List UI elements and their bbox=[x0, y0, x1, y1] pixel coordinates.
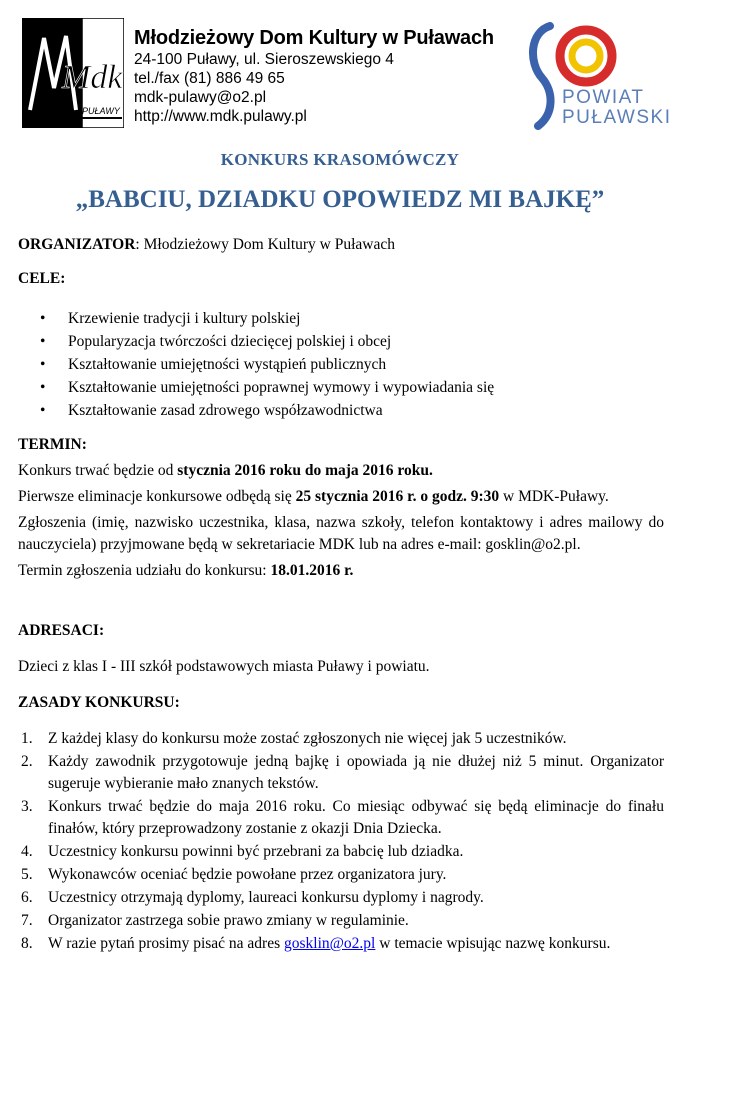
term-elim-pre: Pierwsze eliminacje konkursowe odbędą się bbox=[18, 488, 296, 505]
list-item bbox=[18, 796, 664, 840]
rule-number: 6. bbox=[21, 889, 33, 906]
term-deadline-pre: Termin zgłoszenia udziału do konkursu: bbox=[18, 562, 271, 579]
list-item bbox=[18, 887, 664, 909]
list-item bbox=[18, 377, 664, 399]
document-body bbox=[18, 234, 664, 955]
recipients-heading: ADRESACI: bbox=[18, 622, 105, 639]
term-elim-post: w MDK-Puławy. bbox=[499, 488, 609, 505]
rule-number: 7. bbox=[21, 912, 33, 929]
rule-text: Organizator zastrzega sobie prawo zmiany w regulaminie. bbox=[48, 912, 409, 929]
organizer-line bbox=[18, 234, 664, 256]
powiat-line-2: PUŁAWSKI bbox=[562, 107, 672, 128]
rule-last-pre: W razie pytań prosimy pisać na adres bbox=[48, 935, 285, 952]
rule-text: Z każdej klasy do konkursu może zostać zgłoszonych nie więcej jak 5 uczestników. bbox=[48, 730, 567, 747]
term-period bbox=[18, 460, 664, 482]
term-applications: Zgłoszenia (imię, nazwisko uczestnika, klasa, nazwa szkoły, telefon kontaktowy i adres mailowy do nauczyciela) przyjmowane będą w sekretariacie MDK lub na adres e-mail: gosklin@o2.pl. bbox=[18, 514, 664, 553]
list-item bbox=[18, 910, 664, 932]
org-name: Młodzieżowy Dom Kultury w Puławach bbox=[134, 27, 494, 49]
goal-text: Kształtowanie umiejętności wystąpień publicznych bbox=[68, 356, 387, 373]
goal-text: Krzewienie tradycji i kultury polskiej bbox=[68, 310, 301, 327]
goal-text: Kształtowanie umiejętności poprawnej wymowy i wypowiadania się bbox=[68, 379, 495, 396]
list-item bbox=[18, 400, 664, 422]
bullet-icon: • bbox=[40, 379, 46, 396]
list-item bbox=[18, 864, 664, 886]
rules-heading: ZASADY KONKURSU: bbox=[18, 694, 180, 711]
org-website: http://www.mdk.pulawy.pl bbox=[134, 108, 307, 125]
bullet-icon: • bbox=[40, 333, 46, 350]
org-phone: tel./fax (81) 886 49 65 bbox=[134, 70, 285, 87]
powiat-logo-text bbox=[562, 88, 672, 128]
list-item bbox=[18, 354, 664, 376]
rule-number: 5. bbox=[21, 866, 33, 883]
rule-text: Wykonawców oceniać będzie powołane przez organizatora jury. bbox=[48, 866, 447, 883]
rule-number: 3. bbox=[21, 798, 33, 815]
powiat-line-1: POWIAT bbox=[562, 87, 645, 108]
list-item bbox=[18, 331, 664, 353]
mdk-logo bbox=[22, 18, 124, 128]
rules-list bbox=[18, 728, 664, 955]
rule-text: Uczestnicy konkursu powinni być przebrani za babcię lub dziadka. bbox=[48, 843, 464, 860]
list-item bbox=[18, 308, 664, 330]
goal-text: Popularyzacja twórczości dziecięcej polskiej i obcej bbox=[68, 333, 392, 350]
list-item bbox=[18, 841, 664, 863]
organizer-label: ORGANIZATOR bbox=[18, 236, 136, 253]
rule-number: 8. bbox=[21, 935, 33, 952]
letterhead bbox=[0, 0, 750, 140]
goals-list bbox=[18, 308, 664, 422]
rule-number: 2. bbox=[21, 753, 33, 770]
term-period-dates: stycznia 2016 roku do maja 2016 roku. bbox=[177, 462, 433, 479]
contest-main-title: „BABCIU, DZIADKU OPOWIEDZ MI BAJKĘ” bbox=[75, 186, 605, 213]
rule-text: Konkurs trwać będzie do maja 2016 roku. Co miesiąc odbywać się będą eliminacje do finału finałów, który przeprowadzony zostanie z okazji Dnia Dziecka. bbox=[48, 798, 664, 837]
recipients-text: Dzieci z klas I - III szkół podstawowych miasta Puławy i powiatu. bbox=[18, 658, 430, 675]
term-period-pre: Konkurs trwać będzie od bbox=[18, 462, 178, 479]
rule-text: Każdy zawodnik przygotowuje jedną bajkę i opowiada ją nie dłużej niż 5 minut. Organizator sugeruje wybieranie mało znanych tekstów. bbox=[48, 753, 664, 792]
organization-info bbox=[134, 26, 494, 126]
bullet-icon: • bbox=[40, 310, 46, 327]
mdk-logo-sub: PUŁAWY bbox=[82, 106, 120, 116]
bullet-icon: • bbox=[40, 356, 46, 373]
org-address: 24-100 Puławy, ul. Sieroszewskiego 4 bbox=[134, 51, 394, 68]
rule-text: Uczestnicy otrzymają dyplomy, laureaci konkursu dyplomy i nagrody. bbox=[48, 889, 484, 906]
term-deadline-date: 18.01.2016 r. bbox=[270, 562, 354, 579]
term-first-elimination bbox=[18, 486, 664, 508]
rule-number: 4. bbox=[21, 843, 33, 860]
list-item bbox=[18, 751, 664, 795]
goals-heading: CELE: bbox=[18, 270, 66, 287]
organizer-value: : Młodzieżowy Dom Kultury w Puławach bbox=[135, 236, 396, 253]
contest-type-title: KONKURS KRASOMÓWCZY bbox=[220, 150, 460, 169]
term-deadline bbox=[18, 560, 664, 582]
list-item bbox=[18, 933, 664, 955]
list-item bbox=[18, 728, 664, 750]
term-heading: TERMIN: bbox=[18, 436, 87, 453]
bullet-icon: • bbox=[40, 402, 46, 419]
mdk-logo-text: Mdk bbox=[62, 59, 123, 96]
term-elim-date: 25 stycznia 2016 r. o godz. 9:30 bbox=[295, 488, 500, 505]
org-email: mdk-pulawy@o2.pl bbox=[134, 89, 267, 106]
rule-number: 1. bbox=[21, 730, 33, 747]
goal-text: Kształtowanie zasad zdrowego współzawodnictwa bbox=[68, 402, 383, 419]
rule-last-post: w temacie wpisując nazwę konkursu. bbox=[375, 935, 611, 952]
contact-email-link[interactable]: gosklin@o2.pl bbox=[284, 935, 376, 952]
